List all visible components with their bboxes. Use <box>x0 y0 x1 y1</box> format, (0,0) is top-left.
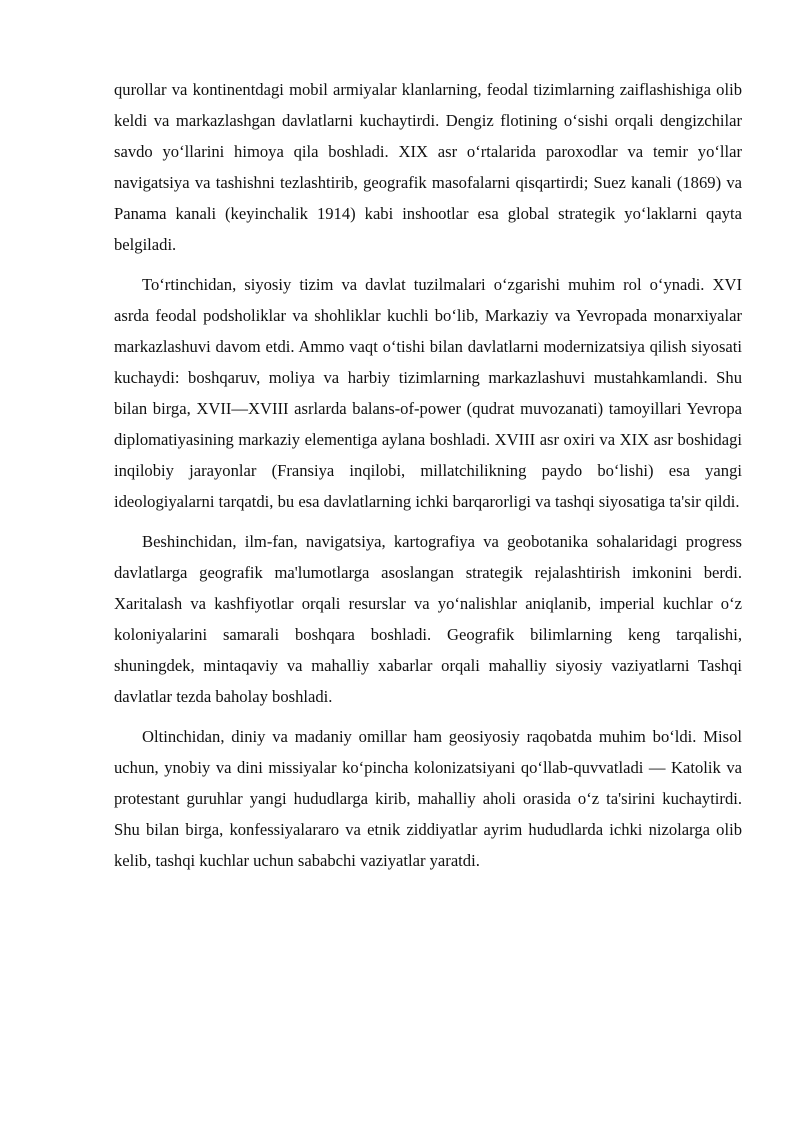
document-page <box>114 74 742 885</box>
paragraph-sixth-point: Oltinchidan, diniy va madaniy omillar ham geosiyosiy raqobatda muhim bo‘ldi. Misol uchun, ynobiy va dini missiyalar ko‘pincha kolonizatsiyani qo‘llab-quvvatladi — Katolik va protestant guruhlar yangi hududlarga kirib, mahalliy aholi orasida o‘z ta'sirini kuchaytirdi. Shu bilan birga, konfessiyalararo va etnik ziddiyatlar ayrim hududlarda ichki nizolarga olib kelib, tashqi kuchlar uchun sababchi vaziyatlar yaratdi. <box>114 727 742 870</box>
paragraph-fifth-point: Beshinchidan, ilm-fan, navigatsiya, kartografiya va geobotanika sohalaridagi progress davlatlarga geografik ma'lumotlarga asoslangan strategik rejalashtirish imkonini berdi. Xaritalash va kashfiyotlar orqali resurslar va yo‘nalishlar aniqlanib, imperial kuchlar o‘z koloniyalarini samarali boshqara boshladi. Geografik bilimlarning keng tarqalishi, shuningdek, mintaqaviy va mahalliy xabarlar orqali mahalliy siyosiy vaziyatlarni Tashqi davlatlar tezda baholay boshladi. <box>114 532 742 706</box>
paragraph-continuation: qurollar va kontinentdagi mobil armiyalar klanlarning, feodal tizimlarning zaiflashishiga olib keldi va markazlashgan davlatlarni kuchaytirdi. Dengiz flotining o‘sishi orqali dengizchilar savdo yo‘llarini himoya qila boshladi. XIX asr o‘rtalarida paroxodlar va temir yo‘llar navigatsiya va tashishni tezlashtirib, geografik masofalarni qisqartirdi; Suez kanali (1869) va Panama kanali (keyinchalik 1914) kabi inshootlar esa global strategik yo‘laklarni qayta belgiladi. <box>114 80 742 254</box>
paragraph-fourth-point: To‘rtinchidan, siyosiy tizim va davlat tuzilmalari o‘zgarishi muhim rol o‘ynadi. XVI asrda feodal podsholiklar va shohliklar kuchli bo‘lib, Markaziy va Yevropada monarxiyalar markazlashuvi davom etdi. Ammo vaqt o‘tishi bilan davlatlarni modernizatsiya qilish siyosati kuchaydi: boshqaruv, moliya va harbiy tizimlarning markazlashuvi mustahkamlandi. Shu bilan birga, XVII—XVIII asrlarda balans-of-power (qudrat muvozanati) tamoyillari Yevropa diplomatiyasining markaziy elementiga aylana boshladi. XVIII asr oxiri va XIX asr boshidagi inqilobiy jarayonlar (Fransiya inqilobi, millatchilikning paydo bo‘lishi) esa yangi ideologiyalarni tarqatdi, bu esa davlatlarning ichki barqarorligi va tashqi siyosatiga ta'sir qildi. <box>114 275 742 511</box>
